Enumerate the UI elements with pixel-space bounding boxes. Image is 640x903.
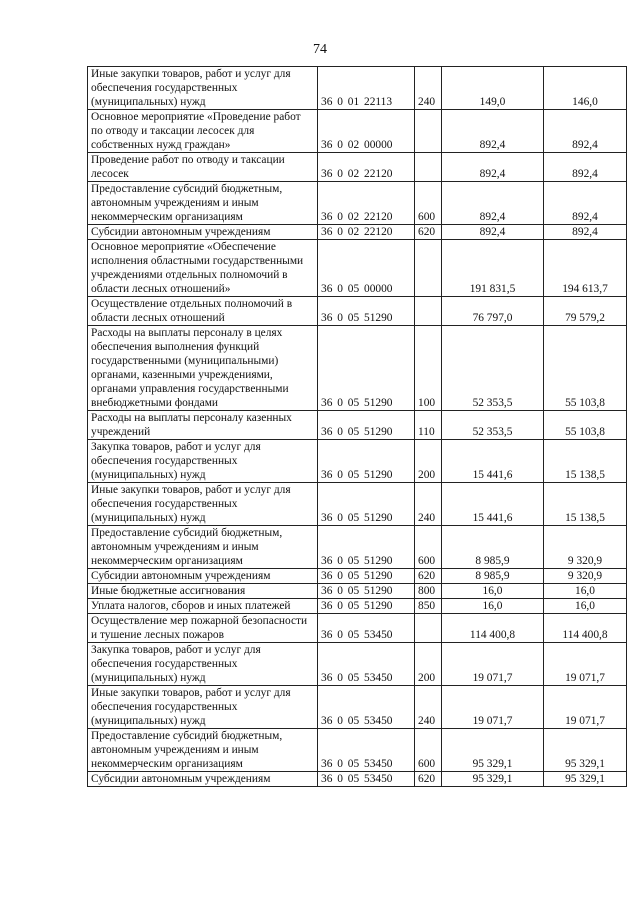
table-row: [88, 326, 627, 411]
row-amount-year2-cell: 95 329,1: [544, 729, 627, 772]
row-amount-year2-cell: 892,4: [544, 110, 627, 153]
table-row: [88, 584, 627, 599]
row-amount-year1-cell: 15 441,6: [442, 483, 544, 526]
row-amount-year1-cell: 8 985,9: [442, 569, 544, 584]
row-amount-year2-cell: 16,0: [544, 599, 627, 614]
row-code-cell: 36 0 05 53450: [318, 686, 415, 729]
page-number: 74: [313, 42, 327, 57]
table-row: [88, 772, 627, 787]
row-amount-year2-cell: 9 320,9: [544, 569, 627, 584]
row-amount-year1-cell: 8 985,9: [442, 526, 544, 569]
row-code-cell: 36 0 05 51290: [318, 483, 415, 526]
row-vr-cell: [415, 614, 442, 643]
row-amount-year1-cell: 892,4: [442, 153, 544, 182]
row-amount-year1-cell: 191 831,5: [442, 240, 544, 297]
row-vr-cell: 240: [415, 686, 442, 729]
row-vr-cell: [415, 110, 442, 153]
budget-table-body: [88, 67, 627, 787]
row-amount-year2-cell: 55 103,8: [544, 411, 627, 440]
row-code-cell: 36 0 05 51290: [318, 584, 415, 599]
table-row: [88, 599, 627, 614]
row-vr-cell: [415, 240, 442, 297]
table-row: [88, 411, 627, 440]
row-name-cell: Осуществление отдельных полномочий в области лесных отношений: [88, 297, 318, 326]
table-row: [88, 182, 627, 225]
row-code-cell: 36 0 02 22120: [318, 182, 415, 225]
table-row: [88, 614, 627, 643]
row-vr-cell: 600: [415, 182, 442, 225]
table-row: [88, 225, 627, 240]
row-code-cell: 36 0 05 53450: [318, 729, 415, 772]
row-amount-year2-cell: 146,0: [544, 67, 627, 110]
row-name-cell: Расходы на выплаты персоналу казенных учреждений: [88, 411, 318, 440]
row-amount-year1-cell: 19 071,7: [442, 643, 544, 686]
row-amount-year1-cell: 892,4: [442, 225, 544, 240]
row-vr-cell: 240: [415, 67, 442, 110]
row-code-cell: 36 0 02 00000: [318, 110, 415, 153]
row-name-cell: Осуществление мер пожарной безопасности и тушение лесных пожаров: [88, 614, 318, 643]
row-amount-year1-cell: 892,4: [442, 110, 544, 153]
row-amount-year1-cell: 52 353,5: [442, 326, 544, 411]
row-vr-cell: 620: [415, 225, 442, 240]
row-vr-cell: 110: [415, 411, 442, 440]
row-amount-year2-cell: 892,4: [544, 225, 627, 240]
row-code-cell: 36 0 05 53450: [318, 614, 415, 643]
row-code-cell: 36 0 05 00000: [318, 240, 415, 297]
row-amount-year1-cell: 892,4: [442, 182, 544, 225]
row-vr-cell: 600: [415, 526, 442, 569]
row-vr-cell: 620: [415, 772, 442, 787]
row-code-cell: 36 0 05 51290: [318, 411, 415, 440]
row-amount-year1-cell: 16,0: [442, 599, 544, 614]
row-amount-year1-cell: 16,0: [442, 584, 544, 599]
row-amount-year1-cell: 95 329,1: [442, 772, 544, 787]
row-code-cell: 36 0 05 51290: [318, 326, 415, 411]
row-code-cell: 36 0 05 53450: [318, 772, 415, 787]
row-amount-year2-cell: 15 138,5: [544, 440, 627, 483]
row-code-cell: 36 0 01 22113: [318, 67, 415, 110]
row-amount-year2-cell: 9 320,9: [544, 526, 627, 569]
row-vr-cell: 600: [415, 729, 442, 772]
row-name-cell: Уплата налогов, сборов и иных платежей: [88, 599, 318, 614]
row-code-cell: 36 0 05 51290: [318, 526, 415, 569]
row-amount-year1-cell: 76 797,0: [442, 297, 544, 326]
table-row: [88, 153, 627, 182]
table-row: [88, 483, 627, 526]
row-amount-year2-cell: 15 138,5: [544, 483, 627, 526]
row-name-cell: Субсидии автономным учреждениям: [88, 772, 318, 787]
row-name-cell: Иные бюджетные ассигнования: [88, 584, 318, 599]
row-amount-year1-cell: 19 071,7: [442, 686, 544, 729]
row-amount-year2-cell: 19 071,7: [544, 643, 627, 686]
row-name-cell: Предоставление субсидий бюджетным, автономным учреждениям и иным некоммерческим организациям: [88, 182, 318, 225]
row-amount-year2-cell: 892,4: [544, 153, 627, 182]
row-vr-cell: 200: [415, 643, 442, 686]
table-row: [88, 67, 627, 110]
row-amount-year1-cell: 114 400,8: [442, 614, 544, 643]
row-name-cell: Проведение работ по отводу и таксации лесосек: [88, 153, 318, 182]
row-amount-year2-cell: 114 400,8: [544, 614, 627, 643]
row-name-cell: Предоставление субсидий бюджетным, автономным учреждениям и иным некоммерческим организациям: [88, 526, 318, 569]
row-vr-cell: [415, 153, 442, 182]
row-amount-year2-cell: 79 579,2: [544, 297, 627, 326]
budget-table: [87, 66, 627, 787]
row-amount-year2-cell: 16,0: [544, 584, 627, 599]
row-vr-cell: 240: [415, 483, 442, 526]
row-name-cell: Основное мероприятие «Обеспечение исполнения областными государственными учреждениями отдельных полномочий в области лесных отношений»: [88, 240, 318, 297]
row-code-cell: 36 0 05 51290: [318, 569, 415, 584]
row-amount-year2-cell: 194 613,7: [544, 240, 627, 297]
row-code-cell: 36 0 05 51290: [318, 599, 415, 614]
row-amount-year2-cell: 19 071,7: [544, 686, 627, 729]
row-amount-year1-cell: 149,0: [442, 67, 544, 110]
row-vr-cell: 620: [415, 569, 442, 584]
row-name-cell: Закупка товаров, работ и услуг для обеспечения государственных (муниципальных) нужд: [88, 643, 318, 686]
row-amount-year1-cell: 95 329,1: [442, 729, 544, 772]
table-row: [88, 569, 627, 584]
row-vr-cell: 100: [415, 326, 442, 411]
row-vr-cell: [415, 297, 442, 326]
table-row: [88, 643, 627, 686]
row-code-cell: 36 0 02 22120: [318, 153, 415, 182]
row-name-cell: Закупка товаров, работ и услуг для обеспечения государственных (муниципальных) нужд: [88, 440, 318, 483]
row-amount-year1-cell: 15 441,6: [442, 440, 544, 483]
table-row: [88, 297, 627, 326]
row-code-cell: 36 0 05 51290: [318, 297, 415, 326]
row-amount-year2-cell: 892,4: [544, 182, 627, 225]
row-name-cell: Предоставление субсидий бюджетным, автономным учреждениям и иным некоммерческим организациям: [88, 729, 318, 772]
row-amount-year2-cell: 55 103,8: [544, 326, 627, 411]
row-code-cell: 36 0 02 22120: [318, 225, 415, 240]
table-row: [88, 526, 627, 569]
table-row: [88, 110, 627, 153]
row-name-cell: Иные закупки товаров, работ и услуг для обеспечения государственных (муниципальных) нужд: [88, 686, 318, 729]
row-name-cell: Субсидии автономным учреждениям: [88, 225, 318, 240]
row-name-cell: Основное мероприятие «Проведение работ по отводу и таксации лесосек для собственных нужд граждан»: [88, 110, 318, 153]
table-row: [88, 240, 627, 297]
row-vr-cell: 800: [415, 584, 442, 599]
table-row: [88, 729, 627, 772]
row-code-cell: 36 0 05 53450: [318, 643, 415, 686]
table-row: [88, 686, 627, 729]
row-code-cell: 36 0 05 51290: [318, 440, 415, 483]
row-name-cell: Субсидии автономным учреждениям: [88, 569, 318, 584]
row-name-cell: Иные закупки товаров, работ и услуг для обеспечения государственных (муниципальных) нужд: [88, 483, 318, 526]
row-name-cell: Расходы на выплаты персоналу в целях обеспечения выполнения функций государственными (муниципальными) органами, казенными учреждениями, органами управления государственными внебюджетными фондами: [88, 326, 318, 411]
row-name-cell: Иные закупки товаров, работ и услуг для обеспечения государственных (муниципальных) нужд: [88, 67, 318, 110]
table-row: [88, 440, 627, 483]
row-amount-year2-cell: 95 329,1: [544, 772, 627, 787]
row-amount-year1-cell: 52 353,5: [442, 411, 544, 440]
row-vr-cell: 200: [415, 440, 442, 483]
row-vr-cell: 850: [415, 599, 442, 614]
